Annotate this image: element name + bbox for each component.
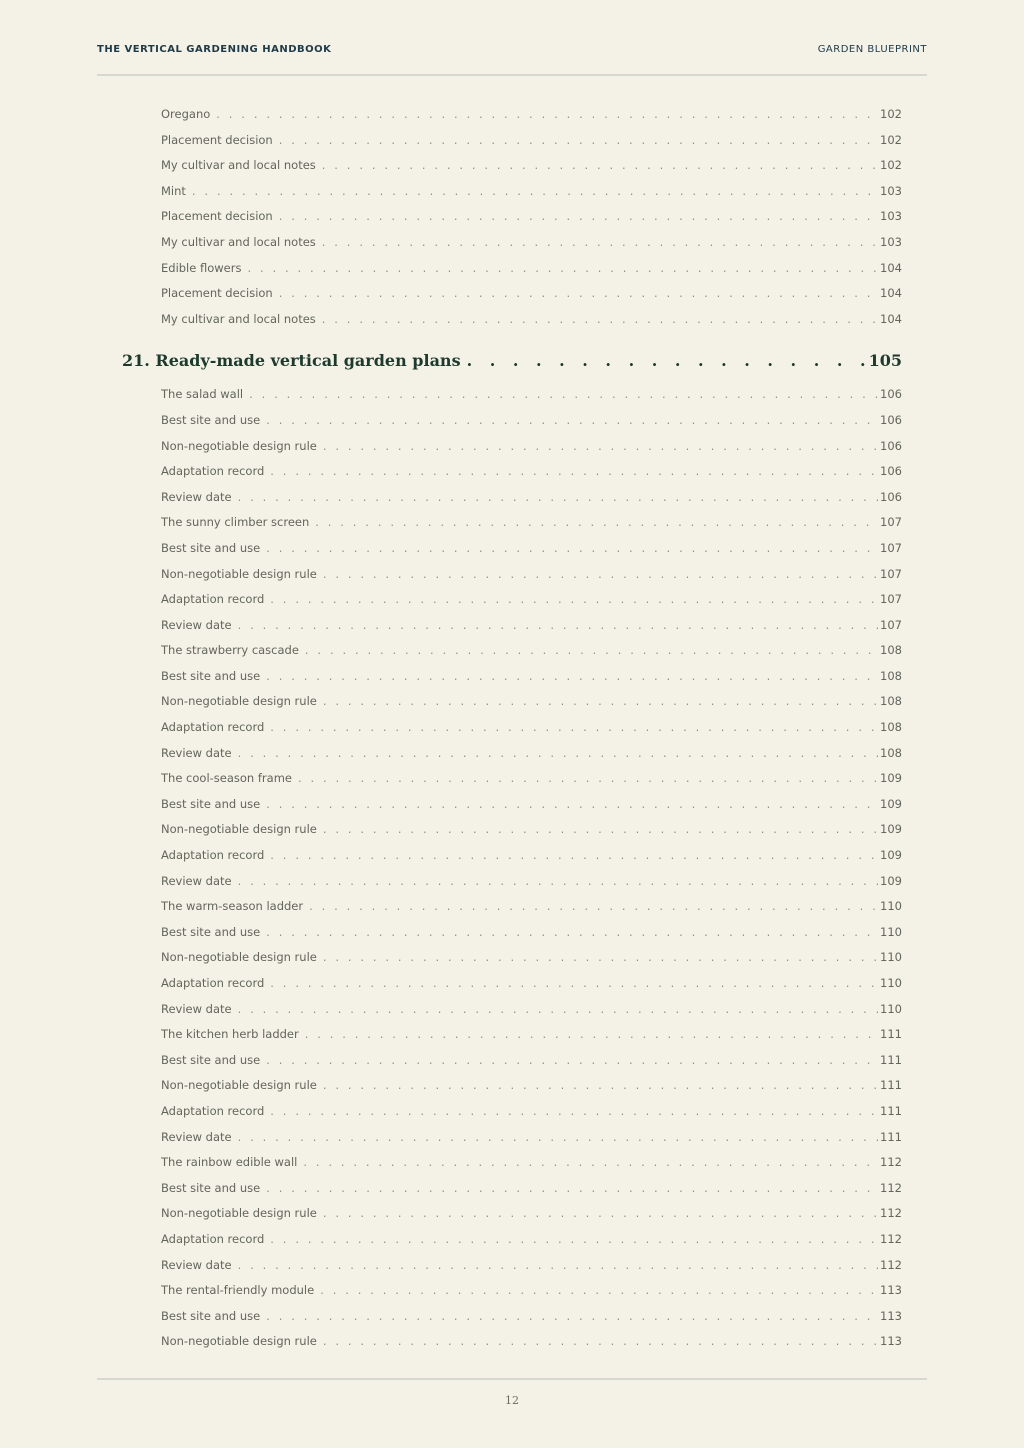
toc-entry[interactable] [161, 920, 902, 946]
toc-entry-label: Edible flowers [161, 260, 242, 275]
dot-leader [323, 817, 878, 843]
dot-leader [270, 587, 878, 613]
toc-entry-page: 112 [880, 1231, 902, 1246]
toc-entry-label: Mint [161, 183, 186, 198]
toc-entry-page: 112 [880, 1257, 902, 1272]
toc-entry-page: 110 [880, 899, 902, 914]
toc-entry-page: 103 [880, 234, 902, 249]
toc-entry-page: 111 [880, 1129, 902, 1144]
dot-leader [266, 1304, 878, 1330]
toc-entry-label: Best site and use [161, 1308, 261, 1323]
toc-entry-label: Non-negotiable design rule [161, 566, 317, 581]
toc-entry-label: Non-negotiable design rule [161, 438, 317, 453]
toc-entry-label: Non-negotiable design rule [161, 1206, 317, 1221]
toc-entry[interactable] [161, 281, 902, 307]
toc-entry-label: Review date [161, 489, 232, 504]
toc-entry[interactable] [161, 230, 902, 256]
toc-entry[interactable] [161, 562, 902, 588]
toc-entry[interactable] [161, 1073, 902, 1099]
toc-entry[interactable] [161, 997, 902, 1023]
dot-leader [270, 971, 878, 997]
toc-entry-label: Adaptation record [161, 592, 265, 607]
toc-entry-page: 109 [880, 873, 902, 888]
toc-entry-page: 106 [880, 464, 902, 479]
toc-entry-page: 110 [880, 924, 902, 939]
toc-entry-label: Oregano [161, 107, 211, 121]
toc-entry-label: Non-negotiable design rule [161, 694, 317, 709]
toc-entry[interactable] [161, 945, 902, 971]
toc-entry-label: Best site and use [161, 796, 261, 811]
page-number: 12 [505, 1394, 519, 1407]
dot-leader [323, 562, 878, 588]
dot-leader [309, 894, 878, 920]
dot-leader [266, 536, 878, 562]
table-of-contents [0, 102, 1024, 1355]
toc-entry-label: Best site and use [161, 1052, 261, 1067]
toc-entry-page: 107 [880, 515, 902, 530]
toc-entry[interactable] [161, 1125, 902, 1151]
dot-leader [467, 340, 867, 382]
dot-leader [249, 382, 878, 408]
toc-entry-label: Adaptation record [161, 848, 265, 863]
toc-entry-label: Review date [161, 745, 232, 760]
toc-entry[interactable] [161, 408, 902, 434]
toc-entry-label: Best site and use [161, 412, 261, 427]
toc-entry-label: Non-negotiable design rule [161, 1078, 317, 1093]
toc-entry[interactable] [161, 434, 902, 460]
toc-entry-page: 105 [868, 351, 902, 371]
dot-leader [320, 1278, 878, 1304]
toc-entry-label: The cool-season frame [161, 771, 292, 786]
toc-entry[interactable] [161, 971, 902, 997]
toc-entry-page: 111 [880, 1052, 902, 1067]
toc-entry-page: 109 [880, 848, 902, 863]
toc-entry-label: Best site and use [161, 668, 261, 683]
dot-leader [270, 843, 878, 869]
dot-leader [323, 689, 878, 715]
dot-leader [303, 1150, 878, 1176]
toc-entry[interactable] [161, 613, 902, 639]
dot-leader [323, 945, 878, 971]
dot-leader [270, 1227, 878, 1253]
toc-entry-page: 103 [880, 209, 902, 224]
toc-entry-label: Adaptation record [161, 720, 265, 735]
toc-entry-page: 110 [880, 976, 902, 990]
toc-entry-page: 110 [880, 950, 902, 965]
toc-entry[interactable] [161, 179, 902, 205]
toc-entry[interactable] [161, 1099, 902, 1125]
toc-entry-label: Best site and use [161, 1180, 261, 1195]
dot-leader [238, 1253, 878, 1279]
toc-entry-label: The strawberry cascade [161, 643, 299, 658]
toc-entry-page: 111 [880, 1103, 902, 1118]
toc-entry[interactable] [161, 1227, 902, 1253]
dot-leader [266, 920, 878, 946]
toc-entry-label: The warm-season ladder [161, 899, 304, 914]
toc-entry[interactable] [161, 894, 902, 920]
toc-entry-label: Best site and use [161, 540, 261, 555]
toc-entry-page: 108 [880, 745, 902, 760]
toc-entry[interactable] [161, 102, 902, 128]
toc-entry-page: 108 [880, 720, 902, 735]
toc-entry-label: Placement decision [161, 286, 273, 301]
toc-entry-label: Review date [161, 617, 232, 632]
toc-entry-page: 104 [880, 260, 902, 275]
running-header [97, 44, 927, 76]
toc-entry[interactable] [161, 792, 902, 818]
dot-leader [323, 1073, 878, 1099]
toc-entry[interactable] [161, 766, 902, 792]
dot-leader [279, 281, 878, 307]
toc-entry[interactable] [161, 587, 902, 613]
toc-entry[interactable] [161, 1176, 902, 1202]
dot-leader [216, 102, 878, 128]
toc-entry[interactable] [161, 382, 902, 408]
toc-entry-page: 112 [880, 1180, 902, 1195]
toc-entry-label: Placement decision [161, 132, 273, 147]
dot-leader [238, 485, 878, 511]
dot-leader [323, 1329, 878, 1355]
toc-entry-label: My cultivar and local notes [161, 311, 316, 326]
toc-entry-label: The sunny climber screen [161, 515, 310, 530]
toc-entry-label: My cultivar and local notes [161, 234, 316, 249]
dot-leader [322, 153, 878, 179]
toc-entry-label: Placement decision [161, 209, 273, 224]
dot-leader [270, 715, 878, 741]
toc-entry-page: 102 [880, 158, 902, 173]
toc-entry-label: Non-negotiable design rule [161, 1334, 317, 1349]
dot-leader [322, 230, 878, 256]
toc-entry-label: Adaptation record [161, 976, 265, 990]
toc-entry-page: 104 [880, 311, 902, 326]
toc-entry-page: 113 [880, 1334, 902, 1349]
toc-entry-label: Best site and use [161, 924, 261, 939]
toc-entry-label: My cultivar and local notes [161, 158, 316, 173]
dot-leader [298, 766, 878, 792]
toc-entry-label: Review date [161, 1001, 232, 1016]
dot-leader [305, 638, 878, 664]
dot-leader [238, 741, 878, 767]
dot-leader [305, 1022, 878, 1048]
footer-rule [97, 1378, 927, 1380]
dot-leader [238, 613, 878, 639]
toc-entry[interactable] [161, 256, 902, 282]
toc-entry[interactable] [161, 459, 902, 485]
toc-entry-label: Non-negotiable design rule [161, 950, 317, 965]
section-label: GARDEN BLUEPRINT [817, 44, 927, 55]
toc-entry-page: 102 [880, 107, 902, 121]
toc-entry-page: 107 [880, 617, 902, 632]
toc-entry-label: 21. Ready-made vertical garden plans [122, 351, 461, 371]
toc-entry[interactable] [161, 843, 902, 869]
toc-entry-label: The rainbow edible wall [161, 1155, 298, 1170]
toc-entry-page: 107 [880, 566, 902, 581]
toc-entry[interactable] [161, 536, 902, 562]
dot-leader [266, 1048, 878, 1074]
toc-entry[interactable] [161, 1150, 902, 1176]
dot-leader [279, 128, 878, 154]
dot-leader [315, 510, 878, 536]
toc-entry[interactable] [161, 1201, 902, 1227]
toc-entry-page: 113 [880, 1308, 902, 1323]
toc-entry[interactable] [161, 153, 902, 179]
toc-entry[interactable] [161, 510, 902, 536]
toc-entry[interactable] [161, 485, 902, 511]
toc-entry[interactable] [161, 817, 902, 843]
toc-entry[interactable] [161, 204, 902, 230]
dot-leader [323, 434, 878, 460]
toc-entry-label: Adaptation record [161, 1231, 265, 1246]
toc-entry-page: 113 [880, 1283, 902, 1298]
toc-entry[interactable] [161, 1022, 902, 1048]
dot-leader [192, 179, 878, 205]
toc-entry-page: 102 [880, 132, 902, 147]
toc-entry-label: The kitchen herb ladder [161, 1027, 299, 1042]
toc-entry-label: Adaptation record [161, 1103, 265, 1118]
toc-entry[interactable] [161, 1304, 902, 1330]
toc-entry-page: 109 [880, 796, 902, 811]
toc-entry[interactable] [161, 1329, 902, 1355]
toc-entry-page: 109 [880, 822, 902, 837]
dot-leader [279, 204, 878, 230]
toc-entry[interactable] [161, 1253, 902, 1279]
toc-entry[interactable] [161, 307, 902, 333]
dot-leader [266, 1176, 878, 1202]
toc-entry-page: 111 [880, 1078, 902, 1093]
toc-entry-page: 108 [880, 694, 902, 709]
toc-entry[interactable] [161, 741, 902, 767]
toc-entry-label: The salad wall [161, 387, 244, 402]
toc-entry-page: 107 [880, 592, 902, 607]
toc-entry-page: 106 [880, 387, 902, 402]
toc-entry-page: 104 [880, 286, 902, 301]
toc-entry-page: 103 [880, 183, 902, 198]
dot-leader [323, 1201, 878, 1227]
toc-entry-page: 112 [880, 1155, 902, 1170]
toc-entry[interactable] [161, 1278, 902, 1304]
toc-entry-label: The rental-friendly module [161, 1283, 315, 1298]
toc-entry-page: 107 [880, 540, 902, 555]
toc-entry-page: 108 [880, 643, 902, 658]
dot-leader [270, 459, 878, 485]
toc-entry-page: 106 [880, 438, 902, 453]
toc-entry[interactable] [161, 689, 902, 715]
toc-chapter-entry[interactable] [122, 340, 902, 382]
toc-entry-page: 110 [880, 1001, 902, 1016]
book-title: THE VERTICAL GARDENING HANDBOOK [97, 44, 332, 55]
toc-entry-label: Non-negotiable design rule [161, 822, 317, 837]
dot-leader [266, 664, 878, 690]
toc-entry-label: Review date [161, 1129, 232, 1144]
toc-entry[interactable] [161, 664, 902, 690]
toc-entry-page: 106 [880, 412, 902, 427]
dot-leader [322, 307, 878, 333]
toc-entry-page: 109 [880, 771, 902, 786]
toc-entry-page: 112 [880, 1206, 902, 1221]
dot-leader [266, 408, 878, 434]
toc-entry[interactable] [161, 638, 902, 664]
toc-entry-label: Review date [161, 873, 232, 888]
dot-leader [266, 792, 878, 818]
toc-entry-label: Review date [161, 1257, 232, 1272]
toc-entry[interactable] [161, 128, 902, 154]
dot-leader [247, 256, 878, 282]
toc-entry[interactable] [161, 715, 902, 741]
dot-leader [270, 1099, 878, 1125]
toc-entry-page: 108 [880, 668, 902, 683]
dot-leader [238, 997, 878, 1023]
toc-entry[interactable] [161, 869, 902, 895]
toc-entry-label: Adaptation record [161, 464, 265, 479]
toc-entry[interactable] [161, 1048, 902, 1074]
dot-leader [238, 869, 878, 895]
dot-leader [238, 1125, 878, 1151]
toc-entry-page: 111 [880, 1027, 902, 1042]
toc-entry-page: 106 [880, 489, 902, 504]
